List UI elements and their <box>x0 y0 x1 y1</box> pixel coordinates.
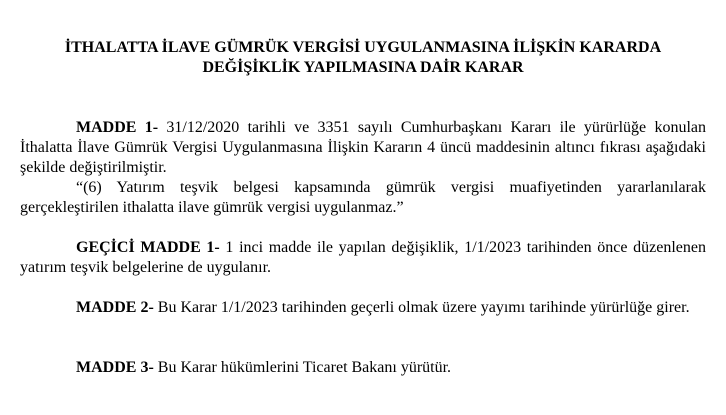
title-line-2: DEĞİŞİKLİK YAPILMASINA DAİR KARAR <box>202 59 524 76</box>
provisional-article-1 <box>20 238 706 278</box>
article-2-text: Bu Karar 1/1/2023 tarihinden geçerli olmak üzere yayımı tarihinde yürürlüğe girer. <box>153 299 690 316</box>
article-2 <box>20 298 706 318</box>
article-1 <box>20 118 706 178</box>
title-line-1: İTHALATTA İLAVE GÜMRÜK VERGİSİ UYGULANMASINA İLİŞKİN KARARDA <box>64 39 662 56</box>
article-3-heading: MADDE 3- <box>76 359 154 376</box>
provisional-article-1-text: 1 inci madde ile yapılan değişiklik, 1/1/2023 tarihinden önce düzenlenen yatırım teşvik belgelerine de uygulanır. <box>20 239 706 276</box>
article-3 <box>20 358 706 378</box>
provisional-article-1-heading: GEÇİCİ MADDE 1- <box>76 239 220 256</box>
article-2-heading: MADDE 2- <box>76 299 154 316</box>
amendment-quote-text: “(6) Yatırım teşvik belgesi kapsamında gümrük vergisi muafiyetinden yararlanılarak gerçekleştirilen ithalatta ilave gümrük vergisi uygulanmaz.” <box>20 179 706 216</box>
article-1-amendment-quote <box>20 178 706 218</box>
article-1-text: 31/12/2020 tarihli ve 3351 sayılı Cumhurbaşkanı Kararı ile yürürlüğe konulan İthalatta İlave Gümrük Vergisi Uygulanmasına İlişkin Kararın 4 üncü maddesinin altıncı fıkrası aşağıdaki şekilde değiştirilmiştir. <box>20 119 706 176</box>
article-3-text: Bu Karar hükümlerini Ticaret Bakanı yürütür. <box>153 359 452 376</box>
article-1-heading: MADDE 1- <box>76 119 159 136</box>
